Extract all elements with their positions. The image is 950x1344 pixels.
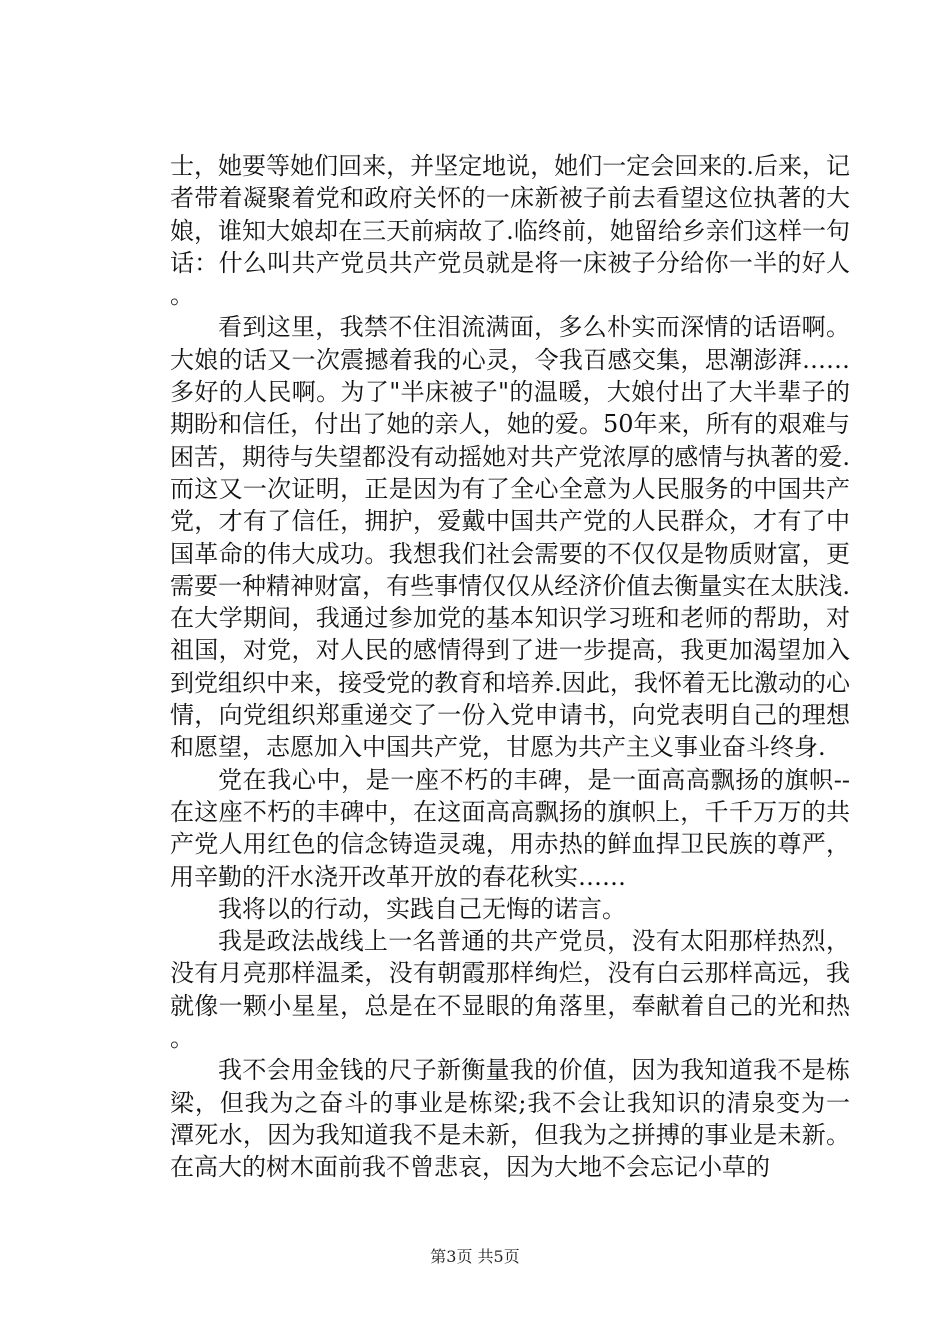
paragraph-5: 我是政法战线上一名普通的共产党员，没有太阳那样热烈，没有月亮那样温柔，没有朝霞那样绚烂，没有白云那样高远，我就像一颗小星星，总是在不显眼的角落里，奉献着自己的光和热。 bbox=[170, 927, 850, 1053]
document-body bbox=[170, 150, 850, 1184]
paragraph-1: 士，她要等她们回来，并坚定地说，她们一定会回来的.后来，记者带着凝聚着党和政府关怀的一床新被子前去看望这位执著的大娘，谁知大娘却在三天前病故了.临终前，她留给乡亲们这样一句话：什么叫共产党员共产党员就是将一床被子分给你一半的好人。 bbox=[170, 152, 850, 310]
paragraph-2: 看到这里，我禁不住泪流满面，多么朴实而深情的话语啊。大娘的话又一次震撼着我的心灵，令我百感交集，思潮澎湃……多好的人民啊。为了"半床被子"的温暖，大娘付出了大半辈子的期盼和信任，付出了她的亲人，她的爱。50年来，所有的艰难与困苦，期待与失望都没有动摇她对共产党浓厚的感情与执著的爱.而这又一次证明，正是因为有了全心全意为人民服务的中国共产党，才有了信任，拥护，爱戴中国共产党的人民群众，才有了中国革命的伟大成功。我想我们社会需要的不仅仅是物质财富，更需要一种精神财富，有些事情仅仅从经济价值去衡量实在太肤浅.在大学期间，我通过参加党的基本知识学习班和老师的帮助，对祖国，对党，对人民的感情得到了进一步提高，我更加渴望加入到党组织中来，接受党的教育和培养.因此，我怀着无比激动的心情，向党组织郑重递交了一份入党申请书，向党表明自己的理想和愿望，志愿加入中国共产党，甘愿为共产主义事业奋斗终身. bbox=[170, 313, 850, 762]
paragraph-4: 我将以的行动，实践自己无悔的诺言。 bbox=[218, 894, 626, 923]
page-footer: 第3页 共5页 bbox=[430, 1247, 520, 1266]
paragraph-3: 党在我心中，是一座不朽的丰碑，是一面高高飘扬的旗帜--在这座不朽的丰碑中，在这面高高飘扬的旗帜上，千千万万的共产党人用红色的信念铸造灵魂，用赤热的鲜血捍卫民族的尊严，用辛勤的汗水浇开改革开放的春花秋实…… bbox=[170, 765, 850, 891]
paragraph-6: 我不会用金钱的尺子新衡量我的价值，因为我知道我不是栋梁，但我为之奋斗的事业是栋梁;我不会让我知识的清泉变为一潭死水，因为我知道我不是未新，但我为之拼搏的事业是未新。在高大的树木面前我不曾悲哀，因为大地不会忘记小草的 bbox=[170, 1056, 850, 1182]
